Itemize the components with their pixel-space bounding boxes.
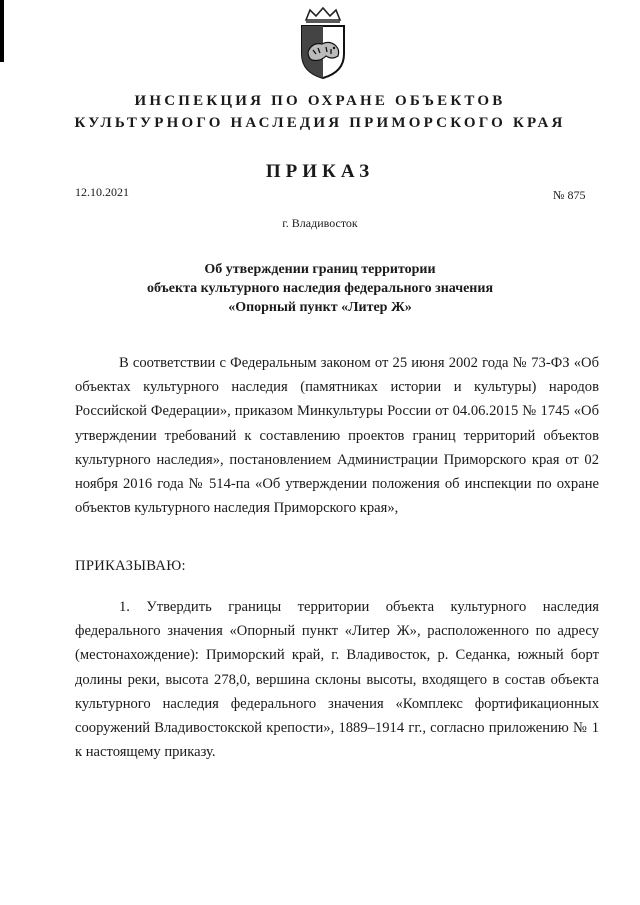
document-subject bbox=[0, 260, 640, 317]
order-item-1 bbox=[75, 595, 599, 764]
subject-line: Об утверждении границ территории bbox=[204, 262, 436, 277]
document-number: № 875 bbox=[553, 188, 586, 202]
preamble-paragraph bbox=[75, 351, 599, 520]
document-city: г. Владивосток bbox=[282, 216, 358, 230]
organization-name-line-2: КУЛЬТУРНОГО НАСЛЕДИЯ ПРИМОРСКОГО КРАЯ bbox=[74, 115, 566, 131]
subject-line: объекта культурного наследия федерального значения bbox=[146, 281, 494, 296]
order-item-1-text: 1. Утвердить границы территории объекта культурного наследия федерального значения «Опорный пункт «Литер Ж», расположенного по адресу (местонахождение): Приморский край, г. Владивосток, р. Седанка, южный борт долины реки, высота 278,0, вершина склоны высоты, входящего в состав объекта культурного наследия федерального значения «Комплекс фортификационных сооружений Владивостокской крепости», 1889–1914 гг., согласно приложению № 1 к настоящему приказу. bbox=[75, 599, 599, 761]
organization-name-line-1: ИНСПЕКЦИЯ ПО ОХРАНЕ ОБЪЕКТОВ bbox=[134, 93, 506, 109]
order-word: ПРИКАЗЫВАЮ: bbox=[75, 558, 186, 574]
preamble-text: В соответствии с Федеральным законом от 25 июня 2002 года № 73-ФЗ «Об объектах культурного наследия (памятниках истории и культуры) народов Российской Федерации», приказом Минкультуры России от 04.06.2015 № 1745 «Об утверждении требований к составлению проектов границ территорий объектов культурного наследия», постановлением Администрации Приморского края от 02 ноября 2016 года № 514-па «Об утверждении положения об инспекции по охране объектов культурного наследия Приморского края», bbox=[75, 355, 599, 517]
document-date: 12.10.2021 bbox=[75, 185, 129, 199]
subject-line: «Опорный пункт «Литер Ж» bbox=[228, 300, 412, 315]
coat-of-arms-icon bbox=[296, 6, 350, 80]
scan-edge-mark bbox=[0, 0, 4, 62]
document-type-title: ПРИКАЗ bbox=[265, 161, 375, 182]
